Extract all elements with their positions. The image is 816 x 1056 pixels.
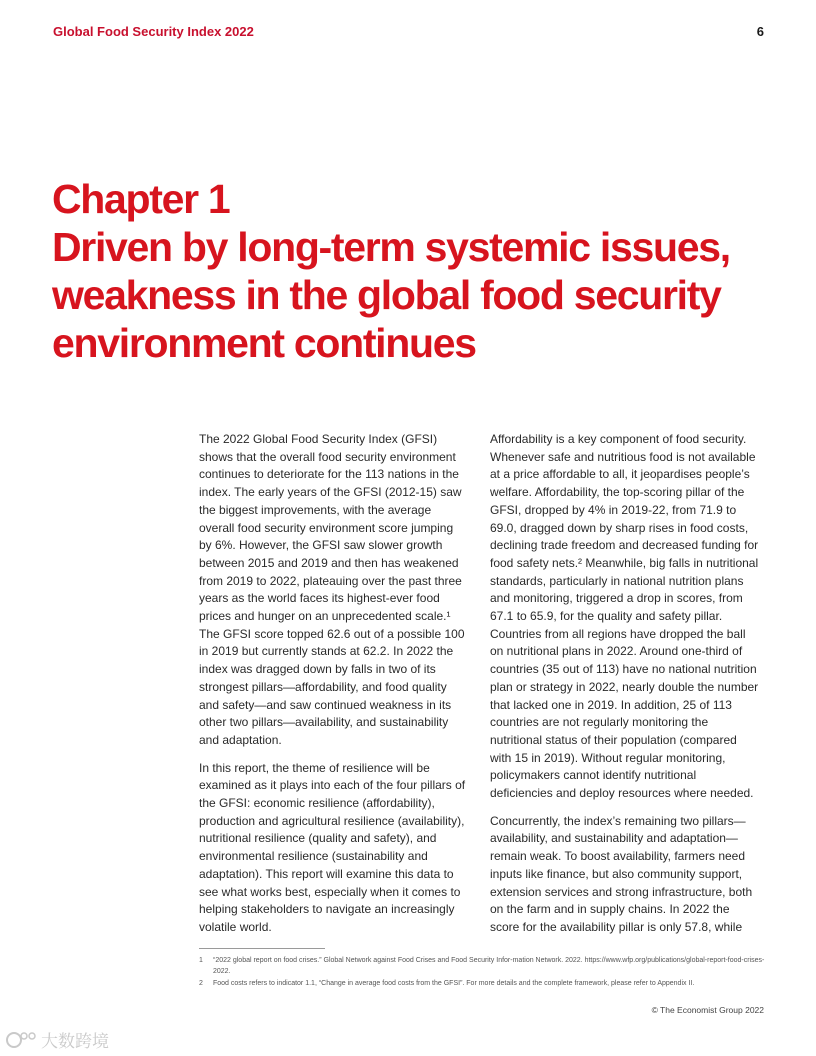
body-column-left	[199, 431, 469, 947]
footnote-number: 2	[199, 980, 203, 987]
footnote	[199, 955, 769, 977]
brand-logo-icon	[6, 1030, 38, 1050]
paragraph: The 2022 Global Food Security Index (GFSI) shows that the overall food security environment continues to deteriorate for the 113 nations in the index. The early years of the GFSI (2012-15) saw the biggest improvements, with the average overall food security environment score jumping by 6%. However, the GFSI saw slower growth between 2015 and 2019 and then has weakened from 2019 to 2022, plateauing over the past three years as the world faces its highest-ever food prices and hunger on an unprecedented scale.¹ The GFSI score topped 62.6 out of a possible 100 in 2019 but currently stands at 62.2. In 2022 the index was dragged down by falls in two of its strongest pillars—affordability, and food quality and safety—and saw continued weakness in its other two pillars—availability, and sustainability and adaptation.	[199, 432, 465, 747]
chapter-label: Chapter 1	[52, 176, 230, 222]
footnotes	[199, 955, 769, 990]
footnote-text: Food costs refers to indicator 1.1, “Change in average food costs from the GFSI”. For more details and the complete framework, please refer to Appendix II.	[213, 980, 695, 987]
watermark-text: 大数跨境	[41, 1032, 109, 1051]
chapter-title-line: environment continues	[52, 320, 476, 366]
paragraph: Affordability is a key component of food security. Whenever safe and nutritious food is not available at a price affordable to all, it jeopardises people’s welfare. Affordability, the top-scoring pillar of the GFSI, dropped by 4% in 2019-22, from 71.9 to 69.0, dragged down by sharp rises in food costs, declining trade freedom and decreased funding for food safety nets.² Meanwhile, big falls in nutritional standards, particularly in national nutrition plans and monitoring, triggered a drop in scores, from 67.1 to 65.9, for the quality and safety pillar. Countries from all regions have dropped the ball on nutritional plans in 2022. Around one-third of countries (35 out of 113) have no national nutrition plan or strategy in 2022, nearly double the number that lacked one in 2019. In addition, 25 of 113 countries are not regularly monitoring the nutritional status of their population (compared with 15 in 2019). Without regular monitoring, policymakers cannot identify nutritional deficiencies and deploy resources where needed.	[490, 432, 759, 801]
chapter-heading	[52, 175, 772, 367]
paragraph: Concurrently, the index’s remaining two pillars—availability, and sustainability and adaptation—remain weak. To boost availability, farmers need inputs like finance, but also community support, extension services and strong infrastructure, both on the farm and in supply chains. In 2022 the score for the availability pillar is only 57.8, while	[490, 813, 753, 934]
page-number: 6	[756, 24, 764, 39]
footnote-divider	[199, 948, 325, 949]
footnote-number: 1	[199, 957, 203, 964]
chapter-title-line: Driven by long-term systemic issues,	[52, 224, 730, 270]
report-title: Global Food Security Index 2022	[53, 24, 254, 39]
chapter-title-line: weakness in the global food security	[52, 272, 721, 318]
footnote-text: “2022 global report on food crises.” Global Network against Food Crises and Food Security Infor-mation Network. 2022. https://www.wfp.org/publications/global-report-food-crises-2022.	[213, 957, 765, 975]
footnote	[199, 978, 769, 989]
body-column-right	[490, 431, 760, 947]
paragraph: In this report, the theme of resilience will be examined as it plays into each of the four pillars of the GFSI: economic resilience (affordability), production and agricultural resilience (availability), nutritional resilience (quality and safety), and environmental resilience (sustainability and adaptation). This report will examine this data to see what works best, especially when it comes to helping stakeholders to navigate an increasingly volatile world.	[199, 760, 466, 934]
copyright: © The Economist Group 2022	[651, 1005, 764, 1015]
watermark	[6, 1027, 109, 1052]
